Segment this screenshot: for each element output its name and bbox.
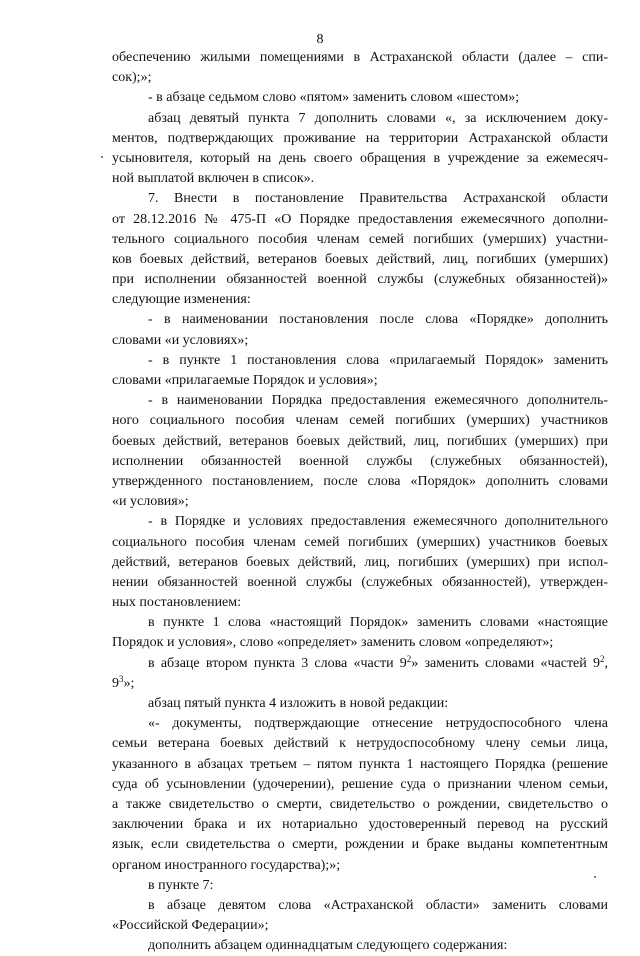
text-line: - в Порядке и условиях предоставления ежемесячного дополнительного — [148, 514, 608, 530]
superscript: 2 — [406, 653, 412, 664]
text-line: а также свидетельство о смерти, свидетельство о рождении, свидетельство о — [112, 796, 608, 812]
text-line — [112, 654, 608, 674]
text-line: в абзаце девятом слова «Астраханской области» заменить словами — [148, 897, 608, 913]
text-line: от 28.12.2016 № 475-П «О Порядке предоставления ежемесячного дополни- — [112, 211, 608, 227]
text-line: 7. Внести в постановление Правительства Астраханской области — [148, 191, 608, 207]
text-line: «- документы, подтверждающие отнесение нетрудоспособного члена — [148, 716, 608, 732]
text-line: ков боевых действий, ветеранов боевых действий, лиц, погибших (умерших) — [112, 251, 608, 267]
text-line: - в пункте 1 постановления слова «прилагаемый Порядок» заменить — [148, 352, 608, 368]
superscript: 3 — [119, 673, 124, 684]
text-line: в пункте 1 слова «настоящий Порядок» заменить словами «настоящие — [148, 615, 608, 631]
document-body — [112, 48, 608, 956]
text-line: абзац девятый пункта 7 дополнить словами «, за исключением доку- — [148, 110, 608, 126]
text-line — [112, 674, 608, 694]
text-line: следующие изменения: — [112, 292, 251, 308]
text-line: «Российской Федерации»; — [112, 918, 269, 934]
text-line: - в наименовании Порядка предоставления ежемесячного дополнитель- — [148, 393, 608, 409]
text-line: ного социального пособия членам семей погибших (умерших) участников — [112, 413, 608, 429]
text-line: при исполнении обязанностей военной службы (служебных обязанностей)» — [112, 272, 608, 288]
text-line: язык, если свидетельства о смерти, рождении и браке выданы компетентным — [112, 837, 608, 853]
text-run: » заменить словами «частей 9 — [411, 655, 600, 671]
text-line: дополнить абзацем одиннадцатым следующего содержания: — [148, 938, 508, 954]
text-line: усыновителя, который на день своего обращения в учреждение за ежемесяч- — [112, 150, 608, 166]
text-line: «и условия»; — [112, 494, 189, 510]
text-line: тельного социального пособия членам семей погибших (умерших) участни- — [112, 231, 608, 247]
text-line: боевых действий, ветеранов боевых действий, лиц, погибших (умерших) при — [112, 433, 608, 449]
text-run: , — [604, 655, 608, 671]
scan-speck — [101, 156, 103, 158]
text-line: действий, ветеранов боевых действий, лиц, погибших (умерших) при испол- — [112, 554, 608, 570]
text-line: - в абзаце седьмом слово «пятом» заменить словом «шестом»; — [148, 90, 520, 106]
text-line: суда об усыновлении (удочерении), решение суда о признании членом семьи, — [112, 776, 608, 792]
text-run: »; — [123, 675, 135, 691]
text-line: указанного в абзацах третьем – пятом пункта 1 настоящего Порядка (решение — [112, 756, 608, 772]
text-line: абзац пятый пункта 4 изложить в новой редакции: — [148, 696, 449, 711]
text-line: словами «и условиях»; — [112, 332, 249, 348]
text-line: в пункте 7: — [148, 877, 214, 893]
page-number: 8 — [316, 32, 324, 47]
scan-speck — [594, 876, 596, 878]
text-line: социального пособия членам семей погибших (умерших) участников боевых — [112, 534, 608, 550]
text-line: органом иностранного государства);»; — [112, 857, 341, 873]
text-line: семьи ветерана боевых действий к нетрудоспособному члену семьи лица, — [112, 736, 608, 752]
text-line: словами «прилагаемые Порядок и условия»; — [112, 373, 378, 388]
text-line: ментов, подтверждающих проживание на территории Астраханской области — [112, 130, 608, 146]
text-line: нении обязанностей военной службы (служебных обязанностей), утвержден- — [112, 574, 608, 590]
text-line: ной выплатой включен в список». — [112, 171, 315, 187]
text-line: обеспечению жилыми помещениями в Астраханской области (далее – спи- — [112, 50, 608, 65]
superscript: 2 — [600, 653, 605, 664]
text-line: исполнении обязанностей военной службы (служебных обязанностей), — [112, 453, 608, 469]
text-line: заключении брака и их нотариально удостоверенный перевод на русский — [112, 817, 608, 833]
text-line: сок);»; — [112, 70, 152, 86]
text-line: ных постановлением: — [112, 595, 242, 611]
text-run: 9 — [112, 675, 119, 691]
text-run: в абзаце втором пункта 3 слова «части 9 — [148, 655, 407, 671]
text-line: Порядок и условия», слово «определяет» заменить словом «определяют»; — [112, 635, 554, 651]
text-line: утвержденного постановлением, после слова «Порядок» дополнить словами — [112, 473, 608, 489]
text-line: - в наименовании постановления после слова «Порядке» дополнить — [148, 312, 608, 328]
